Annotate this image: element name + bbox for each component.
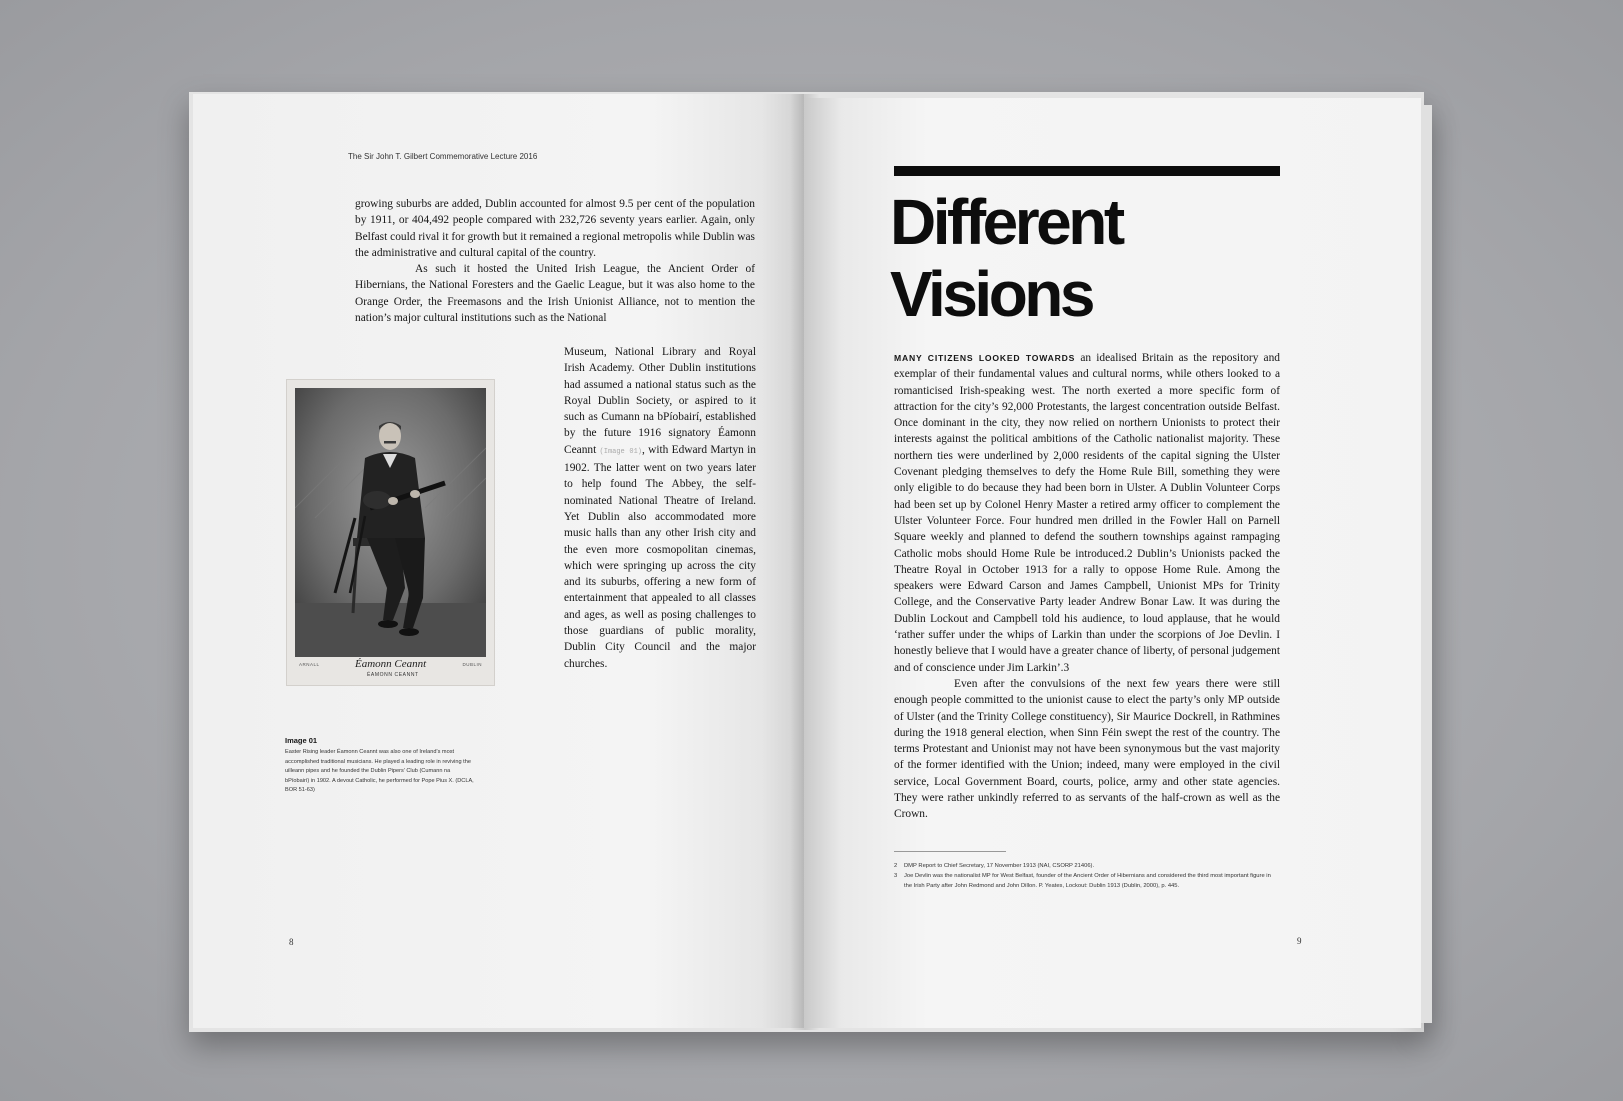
lead-in: MANY CITIZENS LOOKED TOWARDS [894, 353, 1076, 363]
page-number-right: 9 [1297, 936, 1302, 946]
footnote-number: 2 [894, 863, 898, 869]
image-reference: (Image 01) [599, 447, 642, 456]
running-head: The Sir John T. Gilbert Commemorative Lecture 2016 [348, 152, 538, 161]
caption-text: Easter Rising leader Éamonn Ceannt was also one of Ireland’s most accomplished traditional musicians. He played a leading role in reviving the uilleann pipes and he founded the Dublin Pipers’ Club (Cumann na bPíobairí) in 1902. A devout Catholic, he performed for Pope Pius X. (DCLA, BOR 51-63) [285, 749, 474, 793]
historic-portrait-photo [295, 388, 486, 657]
paragraph-continued [564, 344, 756, 672]
footnote-number: 3 [894, 873, 898, 879]
headline-line-1: Different [890, 186, 1122, 258]
right-page [804, 98, 1421, 1028]
paragraph [894, 350, 1280, 676]
paragraph: growing suburbs are added, Dublin accounted for almost 9.5 per cent of the population by 1911, or 404,492 people compared with 232,726 seventy years earlier. Again, only Belfast could rival it for growth but it remained a regional metropolis while Dublin was the administrative and cultural capital of the country. [355, 198, 755, 259]
page-number-left: 8 [289, 937, 294, 947]
text-run: Museum, National Library and Royal Irish Academy. Other Dublin institutions had assumed a national status such as the Royal Dublin Society, or aspired to it such as Cumann na bPíobairí, established by the future 1916 signatory Éamonn Ceannt [564, 346, 756, 456]
paragraph: As such it hosted the United Irish League, the Ancient Order of Hibernians, the National Foresters and the Gaelic League, but it was also home to the Orange Order, the Freemasons and the Irish Unionist Alliance, not to mention the nation’s major cultural institutions such as the National [355, 263, 755, 325]
portrait-illustration [295, 388, 486, 657]
footnote-text: Joe Devlin was the nationalist MP for West Belfast, founder of the Ancient Order of Hibernians and considered the third most important figure in the Irish Party after John Redmond and John Dillon. P. Yeates, Lockout: Dublin 1913 (Dublin, 2000), p. 445. [904, 873, 1271, 889]
right-body [894, 350, 1280, 823]
text-run: , with Edward Martyn in 1902. The latter went on two years later to help found The Abbey, the self-nominated National Theatre of Ireland. Yet Dublin also accommodated more music halls than any other Irish city and the even more cosmopolitan cinemas, which were springing up across the city and its suburbs, offering a new form of entertainment that appealed to all classes and ages, as well as posing challenges to those guardians of public morality, Dublin City Council and the major churches. [564, 443, 756, 670]
headline-line-2: Visions [890, 258, 1092, 330]
footnote-text: DMP Report to Chief Secretary, 17 November 1913 (NAI, CSORP 21406). [904, 863, 1095, 869]
photographer-mark: ARNALL [299, 662, 320, 667]
photo-footer [295, 658, 486, 682]
left-body-column [564, 344, 756, 672]
footnote-rule [894, 851, 1006, 852]
footnotes [894, 861, 1280, 891]
image-caption [285, 736, 475, 796]
text-run: an idealised Britain as the repository and exemplar of their fundamental values and cultural norms, while others looked to a romanticised Irish-speaking west. The north exerted a more specific form of attraction for the city’s 92,000 Protestants, the largest concentration outside Belfast. Once dominant in the city, they now relied on northern Unionists to protect their interests against the political ambitions of the Catholic nationalist majority. These northern ties were underlined by 2,000 residents of the capital signing the Ulster Covenant pledging themselves to defy the Home Rule Bill, something they were only eligible to do because they had been born in Ulster. A Dublin Volunteer Corps had been set up by Colonel Henry Master a retired army officer to complement the Ulster Volunteer Force. Four hundred men drilled in the Fowler Hall on Parnell Square weekly and planned to defend the southern townships against rampaging Catholic mobs should Home Rule be introduced.2 Dublin’s Unionists packed the Theatre Royal in October 1913 for a rally to oppose Home Rule. Among the speakers were Edward Carson and James Campbell, Unionist MPs for Trinity College, and the Conservative Party leader Andrew Bonar Law. It was during the Dublin Lockout and Campbell told his audience, to loud applause, that he would ‘rather suffer under the whips of Larkin than under the scorpions of Joe Devlin. I honestly believe that I would have a greater chance of liberty, of personal judgement and of conscience under Jim Larkin’.3 [894, 352, 1280, 674]
photo-location-mark: DUBLIN [462, 662, 482, 667]
footnote [894, 871, 1280, 891]
photo-card [286, 379, 495, 686]
left-page [193, 94, 804, 1028]
headline [890, 186, 1310, 330]
caption-title: Image 01 [285, 736, 318, 745]
handwritten-signature: Éamonn Ceannt [355, 658, 427, 670]
left-body-top [355, 196, 755, 326]
footnote [894, 861, 1280, 871]
signature-printed-name: ÉAMONN CEANNT [367, 672, 419, 678]
headline-rule [894, 166, 1280, 176]
paragraph: Even after the convulsions of the next few years there were still enough people committed to the unionist cause to elect the party’s only MP outside of Ulster (and the Trinity College constituency), Sir Maurice Dockrell, in Rathmines during the 1918 general election, when Sinn Féin swept the rest of the country. The terms Protestant and Unionist may not have been synonymous but the vast majority of the former identified with the Union; indeed, many were employed in the civil service, Local Government Board, courts, police, army and other state agencies. They were rather unkindly referred to as servants of the half-crown as well as the Crown. [894, 677, 1280, 821]
